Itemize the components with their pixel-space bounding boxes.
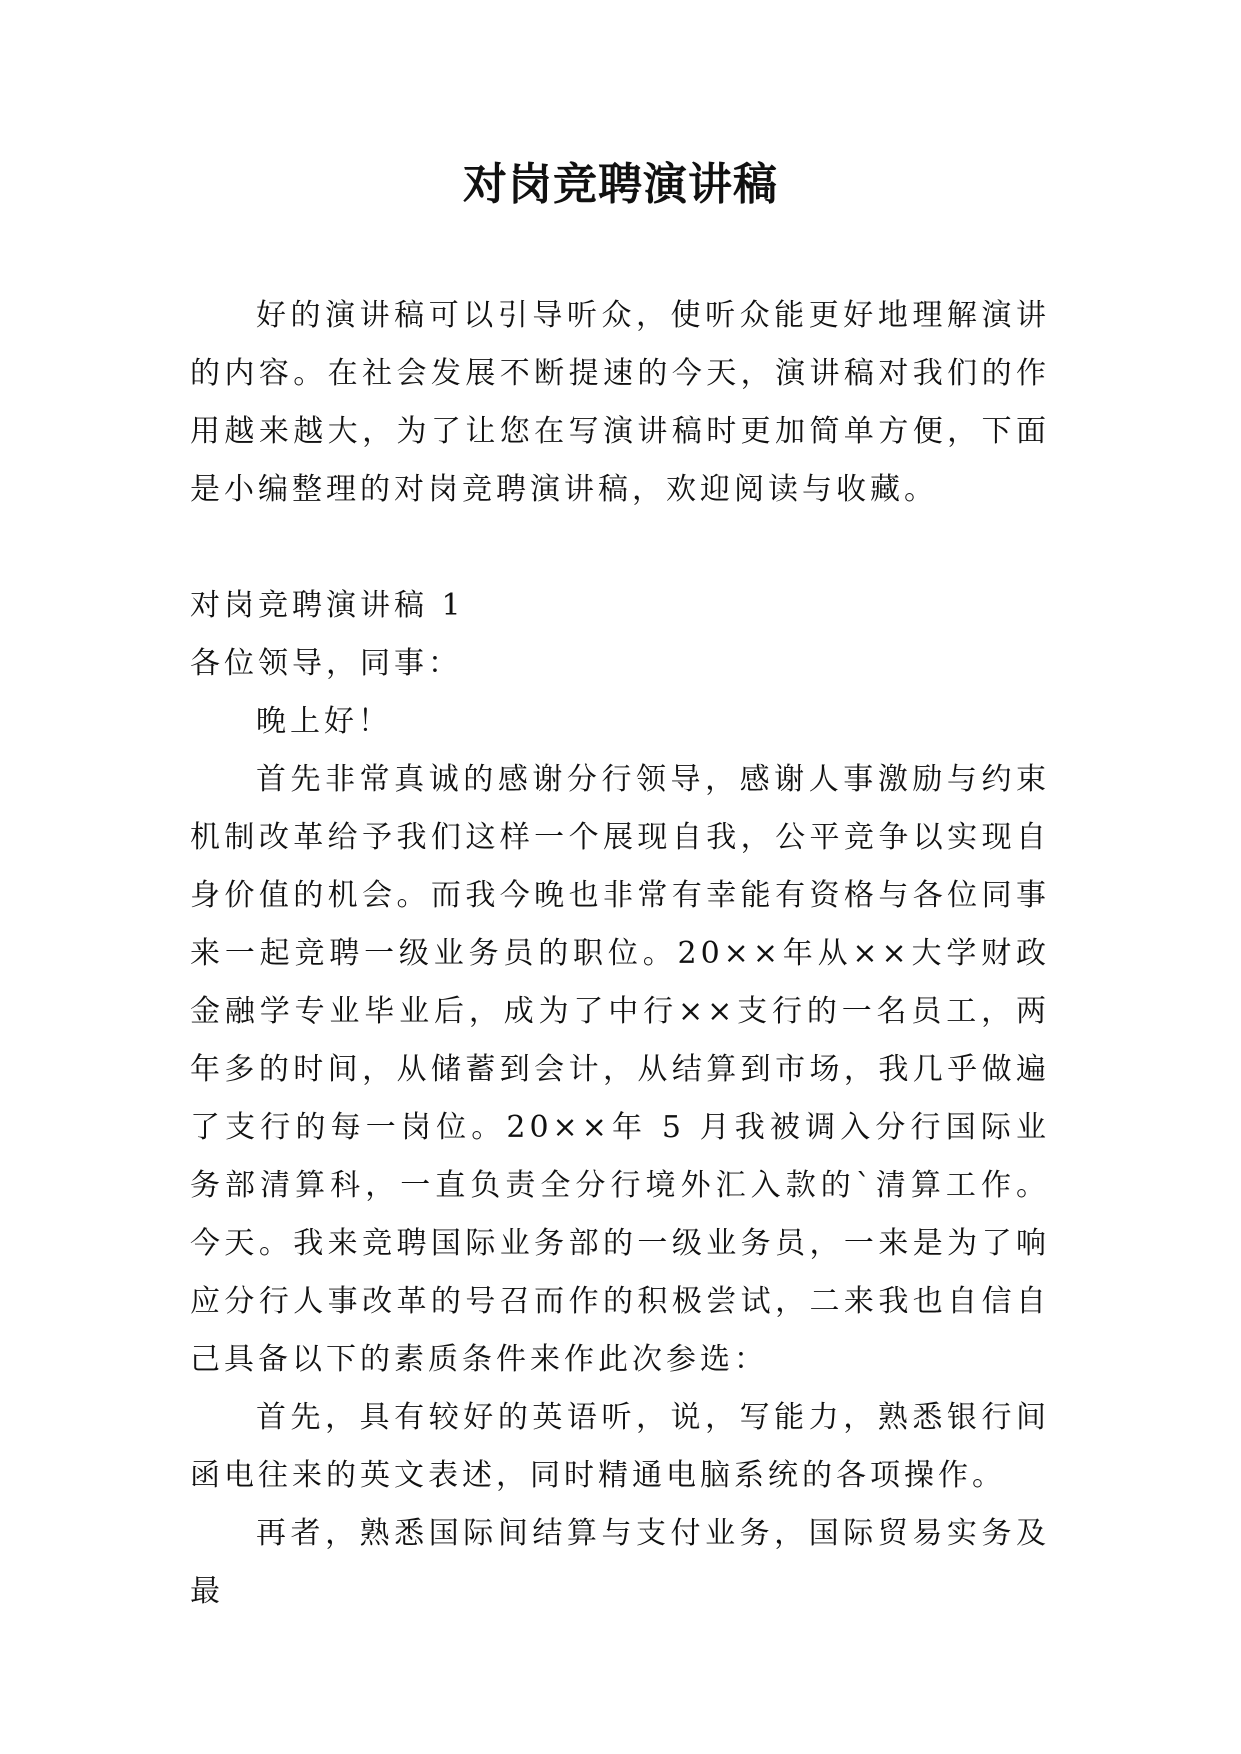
- body-paragraph-3: 再者，熟悉国际间结算与支付业务，国际贸易实务及最: [190, 1516, 1050, 1609]
- body-paragraph-2: 首先，具有较好的英语听，说，写能力，熟悉银行间函电往来的英文表述，同时精通电脑系统的各项操作。: [190, 1400, 1050, 1493]
- greeting: 晚上好！: [256, 704, 392, 739]
- document-title: 对岗竞聘演讲稿: [463, 159, 778, 210]
- body-paragraph-1: 首先非常真诚的感谢分行领导，感谢人事激励与约束机制改革给予我们这样一个展现自我，公平竞争以实现自身价值的机会。而我今晚也非常有幸能有资格与各位同事来一起竞聘一级业务员的职位。20××年从××大学财政金融学专业毕业后，成为了中行××支行的一名员工，两年多的时间，从储蓄到会计，从结算到市场，我几乎做遍了支行的每一岗位。20××年 5 月我被调入分行国际业务部清算科，一直负责全分行境外汇入款的`清算工作。今天。我来竞聘国际业务部的一级业务员，一来是为了响应分行人事改革的号召而作的积极尝试，二来我也自信自己具备以下的素质条件来作此次参选：: [190, 762, 1050, 1377]
- section-heading: 对岗竞聘演讲稿 1: [190, 588, 465, 623]
- document-body: [190, 287, 1050, 1621]
- salutation: 各位领导，同事：: [190, 646, 462, 681]
- intro-paragraph: 好的演讲稿可以引导听众，使听众能更好地理解演讲的内容。在社会发展不断提速的今天，演讲稿对我们的作用越来越大，为了让您在写演讲稿时更加简单方便，下面是小编整理的对岗竞聘演讲稿，欢迎阅读与收藏。: [190, 298, 1050, 507]
